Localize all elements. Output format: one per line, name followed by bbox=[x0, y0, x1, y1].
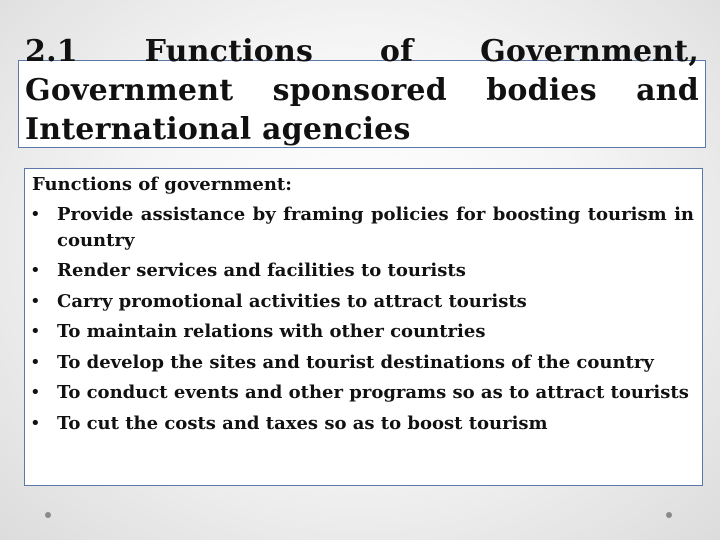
bullet-text: Provide assistance by framing policies for boosting tourism in country bbox=[57, 204, 694, 251]
bullet-item bbox=[30, 350, 694, 376]
bullet-icon: • bbox=[30, 290, 41, 312]
bullet-item bbox=[30, 319, 694, 345]
content-heading: Functions of government: bbox=[32, 174, 292, 195]
bullet-item bbox=[30, 289, 694, 315]
bullet-text: To conduct events and other programs so as to attract tourists bbox=[57, 382, 689, 403]
bullet-text: To cut the costs and taxes so as to boost tourism bbox=[57, 412, 548, 434]
bullet-icon: • bbox=[30, 412, 41, 434]
bullet-icon: • bbox=[30, 260, 41, 281]
nav-dot-left-icon bbox=[45, 512, 51, 518]
nav-dot-right-icon bbox=[666, 512, 672, 518]
bullet-icon: • bbox=[30, 382, 41, 403]
bullet-icon: • bbox=[30, 204, 41, 225]
bullet-item bbox=[30, 380, 694, 406]
bullet-text: Carry promotional activities to attract tourists bbox=[57, 290, 527, 312]
bullet-icon: • bbox=[30, 321, 41, 342]
bullet-item bbox=[30, 202, 694, 253]
bullet-item bbox=[30, 258, 694, 284]
bullet-text: To maintain relations with other countries bbox=[57, 321, 486, 342]
slide-title: 2.1 Functions of Government, Government sponsored bodies and International agencies bbox=[25, 34, 699, 147]
bullet-list bbox=[30, 202, 694, 441]
bullet-icon: • bbox=[30, 351, 41, 373]
bullet-text: To develop the sites and tourist destinations of the country bbox=[57, 351, 654, 373]
bullet-text: Render services and facilities to tourists bbox=[57, 260, 466, 281]
bullet-item bbox=[30, 411, 694, 437]
